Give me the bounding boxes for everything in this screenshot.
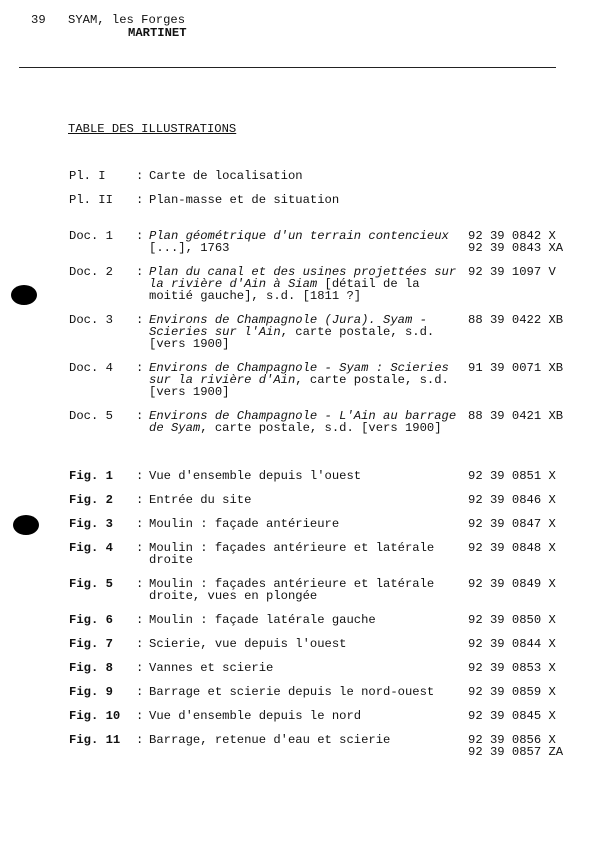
header-rule [19, 67, 556, 68]
entry-label: Fig. 2 [69, 493, 113, 507]
entry-description [149, 579, 461, 603]
entry-codes [468, 579, 556, 591]
entry-title-italic: Environs de Champagnole - L'Ain au barrage de Syam [149, 409, 457, 435]
entry-text: , carte postale, s.d. [vers 1900] [149, 324, 435, 351]
entry-codes [468, 411, 563, 423]
entry-text: Barrage, retenue d'eau et scierie [149, 733, 391, 747]
entry-description [149, 267, 461, 302]
entry-description [149, 315, 461, 350]
entry-text: Moulin : façades antérieure et latérale droite, vues en plongée [149, 577, 435, 603]
entry-codes [468, 231, 563, 255]
entry-colon: : [136, 469, 144, 483]
entry-text: Moulin : façade latérale gauche [149, 613, 376, 627]
page-number: 39 [31, 13, 46, 27]
entry-title-italic: Plan géométrique d'un terrain contencieux [149, 229, 449, 243]
section-title: TABLE DES ILLUSTRATIONS [68, 122, 237, 136]
entry-codes [468, 735, 563, 759]
entry-label: Pl. I [69, 169, 106, 183]
entry-description [149, 735, 461, 747]
header-name: MARTINET [128, 26, 187, 40]
entry-codes [468, 519, 556, 531]
entry-colon: : [136, 661, 144, 675]
entry-text: Moulin : façades antérieure et latérale droite [149, 541, 435, 567]
entry-codes [468, 543, 556, 555]
entry-label: Fig. 10 [69, 709, 121, 723]
entry-label: Fig. 6 [69, 613, 113, 627]
entry-codes [468, 711, 556, 723]
entry-description [149, 711, 461, 723]
entry-colon: : [136, 517, 144, 531]
entry-description [149, 639, 461, 651]
inventory-code: 88 39 0421 XB [468, 409, 564, 423]
entry-colon: : [136, 265, 144, 279]
entry-text: [...], 1763 [149, 240, 230, 255]
entry-colon: : [136, 409, 144, 423]
entry-codes [468, 663, 556, 675]
punch-hole-mark [13, 515, 39, 535]
inventory-code: 92 39 0845 X [468, 709, 556, 723]
entry-colon: : [136, 193, 144, 207]
entry-colon: : [136, 685, 144, 699]
entry-text: Carte de localisation [149, 169, 303, 183]
entry-label: Doc. 2 [69, 265, 113, 279]
entry-text: Vue d'ensemble depuis l'ouest [149, 469, 362, 483]
entry-label: Fig. 4 [69, 541, 113, 555]
entry-colon: : [136, 493, 144, 507]
punch-hole-mark [11, 285, 37, 305]
entry-label: Fig. 1 [69, 469, 113, 483]
entry-description [149, 543, 461, 567]
entry-label: Doc. 1 [69, 229, 113, 243]
inventory-code: 92 39 0844 X [468, 637, 556, 651]
entry-colon: : [136, 577, 144, 591]
entry-description [149, 171, 461, 183]
inventory-code: 92 39 1097 V [468, 265, 556, 279]
inventory-code: 92 39 0859 X [468, 685, 556, 699]
entry-colon: : [136, 541, 144, 555]
entry-text: [détail de la moitié gauche], s.d. [1811 ?] [149, 276, 420, 303]
entry-description [149, 195, 461, 207]
entry-text: Vannes et scierie [149, 661, 274, 675]
inventory-code: 92 39 0857 ZA [468, 744, 564, 759]
header-place: SYAM, les Forges [68, 13, 186, 27]
entry-description [149, 471, 461, 483]
entry-colon: : [136, 709, 144, 723]
entry-colon: : [136, 613, 144, 627]
entry-title-italic: Plan du canal et des usines projettées sur la rivière d'Ain à Siam [149, 265, 457, 291]
entry-description [149, 495, 461, 507]
inventory-code: 92 39 0843 XA [468, 240, 564, 255]
entry-codes [468, 495, 556, 507]
entry-text: , carte postale, s.d. [vers 1900] [200, 420, 442, 435]
entry-text: , carte postale, s.d. [vers 1900] [149, 372, 449, 399]
entry-description [149, 363, 461, 398]
entry-codes [468, 363, 563, 375]
entry-description [149, 519, 461, 531]
inventory-code: 92 39 0851 X [468, 469, 556, 483]
entry-description [149, 615, 461, 627]
entry-codes [468, 471, 556, 483]
entry-colon: : [136, 637, 144, 651]
entry-colon: : [136, 361, 144, 375]
entry-colon: : [136, 229, 144, 243]
entry-description [149, 663, 461, 675]
entry-colon: : [136, 169, 144, 183]
entry-text: Scierie, vue depuis l'ouest [149, 637, 347, 651]
entry-codes [468, 687, 556, 699]
entry-codes [468, 615, 556, 627]
entry-text: Entrée du site [149, 493, 252, 507]
entry-text: Moulin : façade antérieure [149, 517, 340, 531]
entry-text: Plan-masse et de situation [149, 193, 340, 207]
inventory-code: 92 39 0842 X [468, 229, 556, 243]
entry-colon: : [136, 313, 144, 327]
entry-codes [468, 639, 556, 651]
entry-description [149, 687, 461, 699]
entry-label: Fig. 5 [69, 577, 113, 591]
inventory-code: 92 39 0848 X [468, 541, 556, 555]
entry-label: Doc. 5 [69, 409, 113, 423]
entry-codes [468, 315, 563, 327]
inventory-code: 92 39 0849 X [468, 577, 556, 591]
inventory-code: 92 39 0853 X [468, 661, 556, 675]
inventory-code: 92 39 0856 X [468, 733, 556, 747]
entry-label: Pl. II [69, 193, 113, 207]
inventory-code: 92 39 0847 X [468, 517, 556, 531]
entry-label: Fig. 7 [69, 637, 113, 651]
entry-text: Vue d'ensemble depuis le nord [149, 709, 362, 723]
entry-label: Doc. 3 [69, 313, 113, 327]
inventory-code: 92 39 0846 X [468, 493, 556, 507]
entry-description [149, 411, 461, 435]
entry-text: Barrage et scierie depuis le nord-ouest [149, 685, 435, 699]
entry-colon: : [136, 733, 144, 747]
inventory-code: 88 39 0422 XB [468, 313, 564, 327]
entry-label: Fig. 11 [69, 733, 121, 747]
entry-label: Fig. 9 [69, 685, 113, 699]
inventory-code: 92 39 0850 X [468, 613, 556, 627]
entry-title-italic: Environs de Champagnole - Syam : Scieries sur la rivière d'Ain [149, 361, 449, 387]
entry-label: Fig. 3 [69, 517, 113, 531]
entry-description [149, 231, 461, 255]
entry-title-italic: Environs de Champagnole (Jura). Syam - Scieries sur l'Ain [149, 313, 427, 339]
entry-label: Fig. 8 [69, 661, 113, 675]
entry-label: Doc. 4 [69, 361, 113, 375]
inventory-code: 91 39 0071 XB [468, 361, 564, 375]
entry-codes [468, 267, 556, 279]
